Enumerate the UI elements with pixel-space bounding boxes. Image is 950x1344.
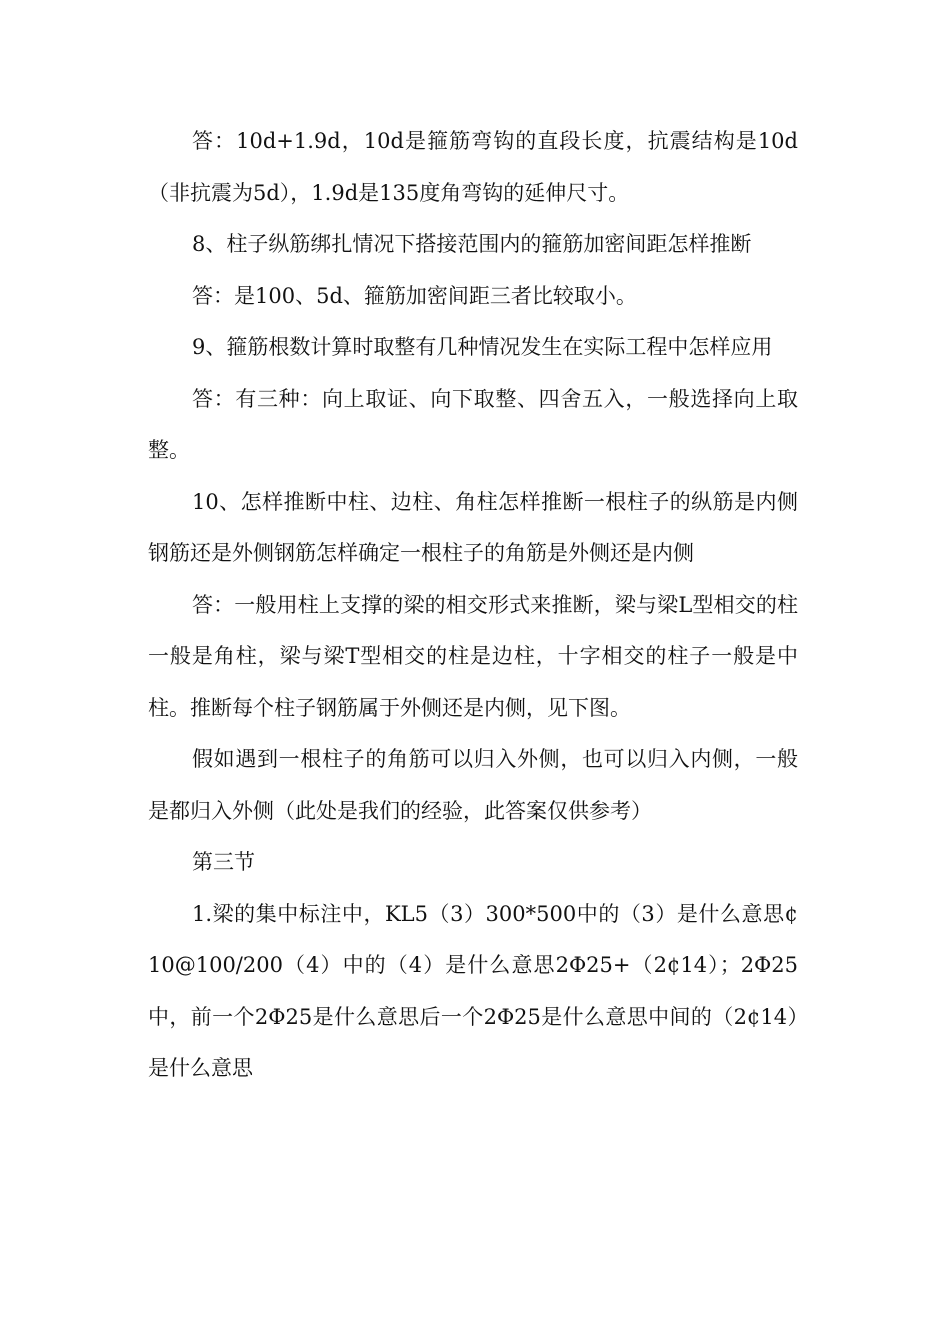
- paragraph-question-9: 9、箍筋根数计算时取整有几种情况发生在实际工程中怎样应用: [192, 335, 773, 359]
- paragraph-corner-bar-note: 假如遇到一根柱子的角筋可以归入外侧，也可以归入内侧，一般是都归入外侧（此处是我们的经验，此答案仅供参考）: [148, 747, 798, 823]
- paragraph-stirrup-hook-answer: 答：10d+1.9d，10d是箍筋弯钩的直段长度，抗震结构是10d（非抗震为5d），1.9d是135度角弯钩的延伸尺寸。: [148, 129, 798, 205]
- paragraph-question-8: 8、柱子纵筋绑扎情况下搭接范围内的箍筋加密间距怎样推断: [192, 232, 752, 256]
- paragraph-question-10: 10、怎样推断中柱、边柱、角柱怎样推断一根柱子的纵筋是内侧钢筋还是外侧钢筋怎样确定一根柱子的角筋是外侧还是内侧: [148, 489, 798, 565]
- section-heading: 第三节: [192, 850, 255, 874]
- paragraph-answer-9: 答：有三种：向上取证、向下取整、四舍五入，一般选择向上取整。: [148, 386, 798, 462]
- document-body: [148, 116, 798, 1095]
- paragraph-beam-annotation-question: 1.梁的集中标注中，KL5（3）300*500中的（3）是什么意思¢10@100/200（4）中的（4）是什么意思2Φ25+（2¢14）；2Φ25中，前一个2Φ25是什么意思后一个2Φ25是什么意思中间的（2¢14）是什么意思: [148, 901, 798, 1080]
- paragraph-answer-10: 答：一般用柱上支撑的梁的相交形式来推断，梁与梁L型相交的柱一般是角柱，梁与梁T型相交的柱是边柱，十字相交的柱子一般是中柱。推断每个柱子钢筋属于外侧还是内侧，见下图。: [148, 592, 798, 720]
- paragraph-answer-8: 答：是100、5d、箍筋加密间距三者比较取小。: [192, 283, 637, 308]
